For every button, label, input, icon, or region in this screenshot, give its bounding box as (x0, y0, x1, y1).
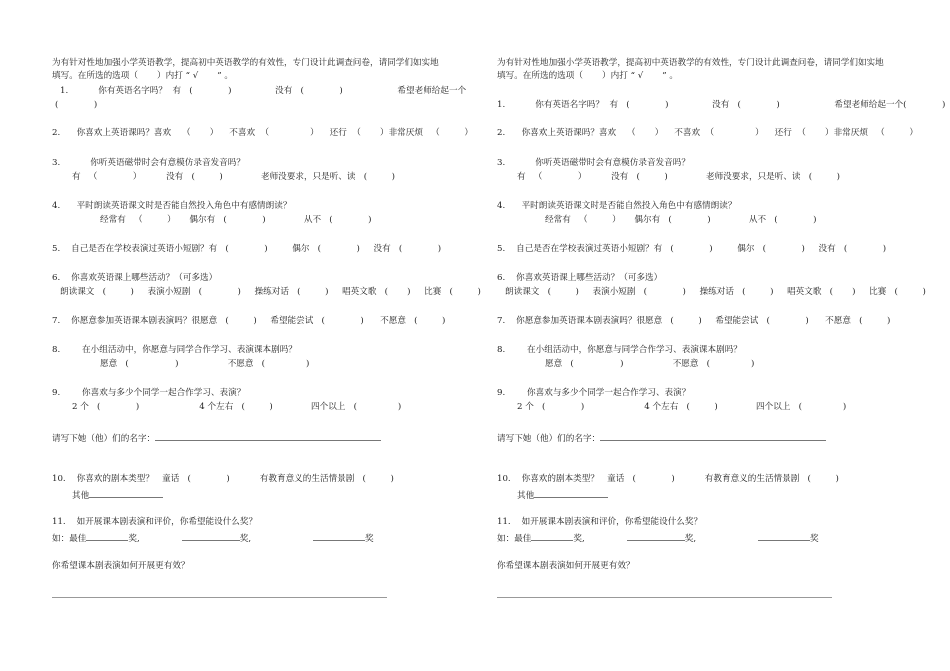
names-blank[interactable] (155, 431, 381, 441)
question-9: 9. 你喜欢与多少个同学一起合作学习、表演？ (52, 388, 246, 398)
intro-line-2: 填写。在所选的选项（ ）内打 “ √ ” 。 (52, 71, 234, 81)
award-blank-1[interactable] (531, 531, 573, 541)
question-6: 6. 你喜欢英语课上哪些活动？（可多选） (497, 273, 663, 283)
question-8: 8. 在小组活动中，你愿意与同学合作学习、表演课本剧吗？ (52, 345, 297, 355)
questionnaire-left (52, 0, 481, 671)
question-9-options: 2 个 ( ) 4 个左右 ( ) 四个以上 ( ) (517, 402, 847, 412)
question-1 (497, 100, 945, 111)
award-suffix-3: 奖 (810, 534, 819, 544)
award-blank-2[interactable] (182, 531, 240, 541)
answer-line[interactable] (52, 597, 387, 598)
award-blank-3[interactable] (313, 531, 365, 541)
final-question: 你希望课本剧表演如何开展更有效？ (52, 561, 190, 571)
names-prompt (52, 431, 381, 445)
question-4-options: 经常有 （ ） 偶尔有 ( ) 从不 ( ) (100, 215, 372, 225)
question-2: 2. 你喜欢上英语课吗？喜欢 （ ） 不喜欢 （ ） 还行 （ ）非常厌烦 （ ） (52, 128, 473, 138)
names-blank[interactable] (600, 431, 826, 441)
question-9: 9. 你喜欢与多少个同学一起合作学习、表演？ (497, 388, 691, 398)
question-9-options: 2 个 ( ) 4 个左右 ( ) 四个以上 ( ) (72, 402, 402, 412)
question-4: 4. 平时朗读英语课文时是否能自然投入角色中有感情朗读？ (497, 201, 737, 211)
question-1-text: 1. 你有英语名字吗？ 有 ( ) 没有 ( ) 希望老师给起一个 (497, 100, 904, 110)
intro-line-1: 为有针对性地加强小学英语教学，提高初中英语教学的有效性，专门设计此调查问卷，请同学们如实地 (52, 58, 439, 68)
intro-line-2: 填写。在所选的选项（ ）内打 “ √ ” 。 (497, 71, 679, 81)
question-7: 7. 你愿意参加英语课本剧表演吗？很愿意 ( ) 希望能尝试 ( ) 不愿意 ( ) (52, 316, 446, 326)
other-blank[interactable] (534, 488, 608, 498)
other-blank[interactable] (89, 488, 163, 498)
question-8-options: 愿意 ( ) 不愿意 ( ) (545, 359, 755, 369)
example-label: 如：最佳 (52, 534, 87, 544)
award-blank-3[interactable] (758, 531, 810, 541)
question-8: 8. 在小组活动中，你愿意与同学合作学习、表演课本剧吗？ (497, 345, 742, 355)
question-11-example (52, 531, 374, 545)
other-label: 其他 (72, 491, 90, 501)
question-3: 3. 你听英语磁带时会有意模仿录音发音吗？ (497, 158, 690, 168)
names-label: 请写下她（他）们的名字： (52, 434, 156, 444)
question-3-options: 有 （ ） 没有 ( ) 老师没要求，只是听、读 ( ) (517, 172, 841, 182)
question-5: 5. 自己是否在学校表演过英语小短剧？有 ( ) 偶尔 ( ) 没有 ( ) (497, 244, 887, 254)
question-3-options: 有 （ ） 没有 ( ) 老师没要求，只是听、读 ( ) (72, 172, 396, 182)
question-11: 11. 如开展课本剧表演和评价，你希望能设什么奖？ (52, 517, 258, 527)
question-10-other (517, 488, 608, 502)
final-question: 你希望课本剧表演如何开展更有效？ (497, 561, 635, 571)
question-6-options: 朗读课文 ( ) 表演小短剧 ( ) 操练对话 ( ) 唱英文歌 ( ) 比赛 ( ) (60, 287, 481, 297)
intro-line-1: 为有针对性地加强小学英语教学，提高初中英语教学的有效性，专门设计此调查问卷，请同学们如实地 (497, 58, 884, 68)
question-11-example (497, 531, 819, 545)
question-7: 7. 你愿意参加英语课本剧表演吗？很愿意 ( ) 希望能尝试 ( ) 不愿意 ( ) (497, 316, 891, 326)
award-suffix-3: 奖 (365, 534, 374, 544)
question-1-continued: ( ) (903, 100, 946, 110)
award-suffix-2: 奖, (684, 534, 697, 544)
question-11: 11. 如开展课本剧表演和评价，你希望能设什么奖？ (497, 517, 703, 527)
names-prompt (497, 431, 826, 445)
question-3: 3. 你听英语磁带时会有意模仿录音发音吗？ (52, 158, 245, 168)
question-10-other (72, 488, 163, 502)
award-suffix-1: 奖, (128, 534, 140, 544)
question-5: 5. 自己是否在学校表演过英语小短剧？有 ( ) 偶尔 ( ) 没有 ( ) (52, 244, 442, 254)
questionnaire-right (497, 0, 946, 671)
award-blank-2[interactable] (627, 531, 685, 541)
question-8-options: 愿意 ( ) 不愿意 ( ) (100, 359, 310, 369)
question-10: 10. 你喜欢的剧本类型？ 童话 ( ) 有教育意义的生活情景剧 ( ) (497, 474, 839, 484)
award-suffix-2: 奖, (239, 534, 252, 544)
names-label: 请写下她（他）们的名字： (497, 434, 601, 444)
example-label: 如：最佳 (497, 534, 532, 544)
question-4-options: 经常有 （ ） 偶尔有 ( ) 从不 ( ) (545, 215, 817, 225)
other-label: 其他 (517, 491, 535, 501)
award-suffix-1: 奖, (573, 534, 585, 544)
question-1: 1. 你有英语名字吗？ 有 ( ) 没有 ( ) 希望老师给起一个 (60, 86, 467, 96)
question-6-options: 朗读课文 ( ) 表演小短剧 ( ) 操练对话 ( ) 唱英文歌 ( ) 比赛 ( ) (505, 287, 926, 297)
question-1-continued: ( ) (55, 100, 98, 110)
question-6: 6. 你喜欢英语课上哪些活动？（可多选） (52, 273, 218, 283)
question-10: 10. 你喜欢的剧本类型？ 童话 ( ) 有教育意义的生活情景剧 ( ) (52, 474, 394, 484)
question-4: 4. 平时朗读英语课文时是否能自然投入角色中有感情朗读？ (52, 201, 292, 211)
award-blank-1[interactable] (86, 531, 128, 541)
question-2: 2. 你喜欢上英语课吗？喜欢 （ ） 不喜欢 （ ） 还行 （ ）非常厌烦 （ ） (497, 128, 918, 138)
answer-line[interactable] (497, 597, 832, 598)
